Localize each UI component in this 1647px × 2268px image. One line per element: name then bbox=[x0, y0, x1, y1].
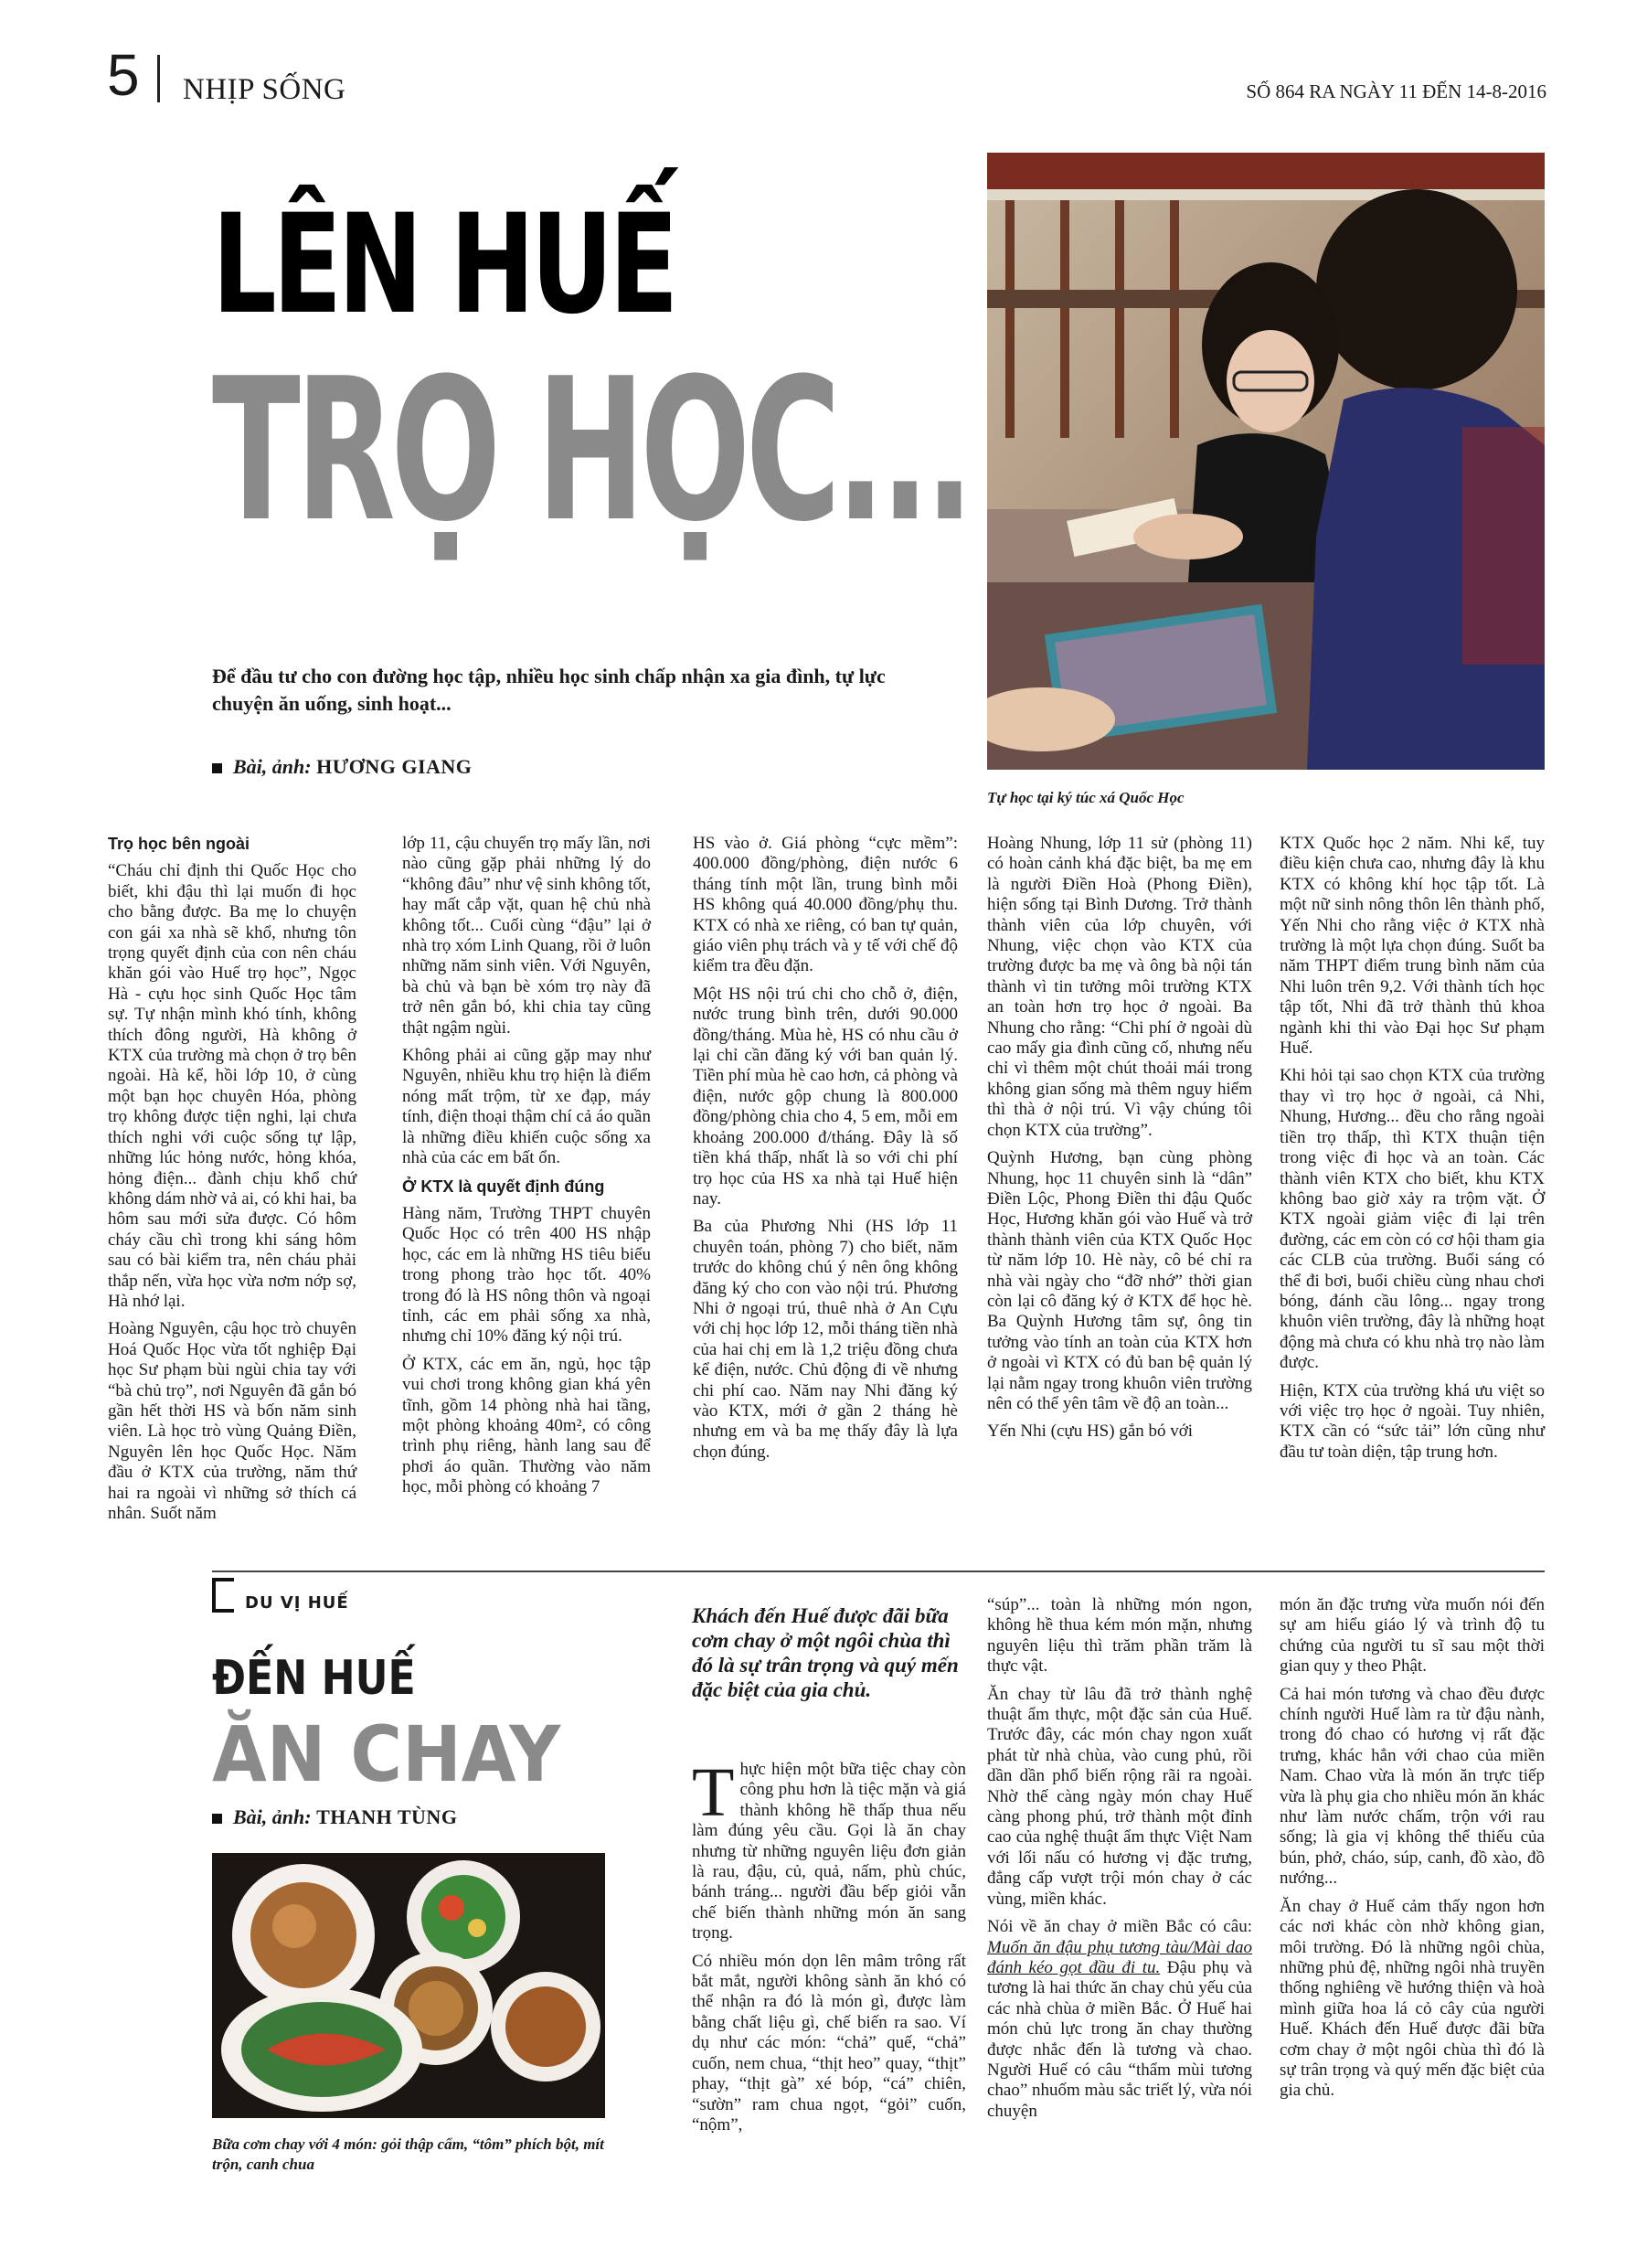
drop-cap: T bbox=[692, 1754, 735, 1831]
paragraph: Có nhiều món dọn lên mâm trông rất bắt mắt, người không sành ăn khó có thể nhận ra đó là món gì, được làm bằng chất liệu gì, chế biến ra sao. Ví dụ như các món: “chả” quế, “chả” cuốn, nem chua, “thịt heo” quay, “thịt” phay, “thịt gà” xé bóp, “cá” chiên, “sườn” ram chua ngọt, “gỏi” cuốn, “nộm”, bbox=[692, 1951, 966, 2135]
paragraph: Một HS nội trú chi cho chỗ ở, điện, nước trung bình trên, dưới 90.000 đồng/tháng. Mùa hè, HS có nhu cầu ở lại chỉ cần đăng ký với ban quản lý. Tiền phí mùa hè cao hơn, cả phòng và điện, nước gộp chung là 800.000 đồng/phòng chia cho 4, 5 em, mỗi em khoảng 200.000 đ/tháng. Đây là số tiền khá thấp, nhất là so với chi phí trọ học của HS xa nhà tại Huế hiện nay. bbox=[693, 984, 958, 1209]
article2-title-line2: ĂN CHAY bbox=[212, 1709, 561, 1799]
article1-lead: Để đầu tư cho con đường học tập, nhiều học sinh chấp nhận xa gia đình, tự lực chuyện ăn uống, sinh hoạt... bbox=[212, 665, 886, 715]
article1-photo bbox=[987, 153, 1545, 770]
issue-date: SỐ 864 RA NGÀY 11 ĐẾN 14-8-2016 bbox=[1246, 80, 1546, 102]
article2-column-tag: DU VỊ HUẾ bbox=[245, 1593, 349, 1613]
paragraph: “súp”... toàn là những món ngon, không hề thua kém món mặn, nhưng nguyên liệu thì trăm phần trăm là thực vật. bbox=[987, 1595, 1252, 1677]
paragraph: Hoàng Nguyên, cậu học trò chuyên Hoá Quốc Học vừa tốt nghiệp Đại học Sư phạm bùi ngùi chia tay với “bà chủ trọ”, nơi Nguyên đã gắn bó gần hết thời HS và bốn năm sinh viên. Là học trò vùng Quảng Điền, Nguyên lên học Quốc Học. Năm đầu ở KTX của trường, năm thứ hai ra ngoài vì những sở thích cá nhân. Suốt năm bbox=[108, 1319, 356, 1523]
paragraph: Hiện, KTX của trường khá ưu việt so với việc trọ học ở ngoài. Tuy nhiên, KTX cần có “sức tải” lớn cũng như đầu tư toàn diện, tập trung hơn. bbox=[1280, 1380, 1545, 1462]
page-number: 5 bbox=[107, 42, 140, 108]
section-title: NHỊP SỐNG bbox=[183, 73, 346, 106]
article2-column-2 bbox=[987, 1595, 1252, 2129]
paragraph: Quỳnh Hương, bạn cùng phòng Nhung, học 11 chuyên sinh là “dân” Điền Lộc, Phong Điền thi đậu Quốc Học, Hương khăn gói vào Huế và trở thành thành viên của KTX Quốc Học từ năm lớp 10. Hè này, cô bé chỉ ra nhà vài ngày cho “đỡ nhớ” thời gian còn lại cô đăng ký ở KTX để học hè. Ba Quỳnh Hương tâm sự, ông tin tưởng vào tính an toàn của KTX hơn ở ngoài vì KTX có đủ ban bệ quản lý lại nằm ngay trong khuôn viên trường nên có thể yên tâm về độ an toàn... bbox=[987, 1148, 1252, 1413]
paragraph: “Cháu chỉ định thi Quốc Học cho biết, khi đậu thì lại muốn đi học cho bằng được. Ba mẹ lo chuyện con gái xa nhà sẽ khổ, nhưng tôn trọng quyết định của con nên cháu khăn gói vào Huế trọ học”, Ngọc Hà - cựu học sinh Quốc Học tâm sự. Tự nhận mình khó tính, không thích đông người, Hà không ở KTX của trường mà chọn ở trọ bên ngoài. Hà kể, hồi lớp 10, ở cùng một bạn học chuyên Hóa, phòng trọ không được tiện nghi, lại chưa thích nghi với cuộc sống tự lập, những lúc hỏng nước, hỏng khóa, hỏng điện... đành chịu khổ chứ không dám nhờ vả ai, có khi hai, ba hôm sau mới sửa được. Có hôm cháy cầu chì trong khi sáng hôm sau có bài kiểm tra, nên cháu phải thắp nến, vừa học vừa nơm nớp sợ, Hà nhớ lại. bbox=[108, 861, 356, 1311]
article2-byline: Bài, ảnh: THANH TÙNG bbox=[212, 1805, 457, 1829]
article2-column-1 bbox=[692, 1754, 966, 2143]
paragraph: Hàng năm, Trường THPT chuyên Quốc Học có trên 400 HS nhập học, các em là những HS tiêu biểu trong phong trào học tốt. 40% trong đó là HS nông thôn và ngoại tỉnh, các em phải sống xa nhà, nhưng chỉ 10% đăng ký nội trú. bbox=[402, 1203, 651, 1347]
paragraph: Khi hỏi tại sao chọn KTX của trường thay vì trọ học ở ngoài, cả Nhi, Nhung, Hương... đều cho rằng ngoài tiền trọ thấp, thì KTX thuận tiện trong việc đi học và an toàn. Các thành viên KTX cho biết, khu KTX không bao giờ xảy ra trộm vặt. Ở KTX ngoài giảm việc đi lại trên đường, các em còn có cơ hội tham gia các CLB của trường. Buổi sáng có thể đi bơi, buổi chiều cùng nhau chơi bóng, đánh cầu lông... ngay trong khuôn viên trường, đây là những hoạt động mà chưa có khu nhà trọ nào làm được. bbox=[1280, 1066, 1545, 1373]
paragraph: Yến Nhi (cựu HS) gắn bó với bbox=[987, 1421, 1194, 1442]
article1-column-5 bbox=[1280, 834, 1545, 1470]
column-tag-bracket-icon bbox=[212, 1578, 234, 1613]
article1-byline: Bài, ảnh: HƯƠNG GIANG bbox=[212, 755, 472, 779]
header-divider bbox=[157, 55, 160, 102]
article1-photo-caption: Tự học tại ký túc xá Quốc Học bbox=[987, 789, 1185, 806]
subhead: Trọ học bên ngoài bbox=[108, 835, 250, 853]
students-studying-photo bbox=[987, 153, 1545, 770]
paragraph: Ở KTX, các em ăn, ngủ, học tập vui chơi trong không gian khá yên tĩnh, gồm 14 phòng nhà hai tầng, một phòng khoảng 40m², có công trình phụ riêng, hành lang sau để phơi áo quần. Thường vào năm học, mỗi phòng có khoảng 7 bbox=[402, 1354, 651, 1497]
paragraph: Ăn chay từ lâu đã trở thành nghệ thuật ẩm thực, một đặc sản của Huế. Trước đây, các món chay ngon xuất phát từ nhà chùa, vào cung phủ, rồi dần dần phổ biến rộng rãi ra ngoài. Nhờ thế càng ngày món chay Huế càng phong phú, trở thành một đỉnh cao của nghệ thuật ẩm thực Việt Nam với lối nấu có hương vị đặc trưng, đẳng cấp vượt trội món chay ở các vùng, miền khác. bbox=[987, 1684, 1252, 1909]
article1-column-2 bbox=[402, 834, 651, 1506]
vegetarian-meal-photo bbox=[212, 1853, 605, 2118]
paragraph: Thực hiện một bữa tiệc chay còn công phu hơn là tiệc mặn và giá thành không hề thấp thua nếu làm đúng yêu cầu. Gọi là ăn chay nhưng từ những nguyên liệu đơn giản là rau, đậu, củ, quả, nấm, phù chúc, bánh tráng... người đầu bếp giỏi vẫn chế biến thành những món ăn sang trọng. bbox=[692, 1754, 966, 1943]
article2-photo bbox=[212, 1853, 605, 2118]
article1-title-line1: LÊN HUẾ bbox=[212, 186, 675, 345]
article2-photo-caption: Bữa cơm chay với 4 món: gỏi thập cẩm, “tôm” phích bột, mít trộn, canh chua bbox=[212, 2135, 604, 2173]
section-divider bbox=[212, 1571, 1545, 1572]
paragraph: Không phải ai cũng gặp may như Nguyên, nhiều khu trọ hiện là điểm nóng mất trộm, từ xe đạp, máy tính, điện thoại thậm chí cả áo quần là những điều khiến cuộc sống xa nhà của các em bất ổn. bbox=[402, 1046, 651, 1168]
article1-title-line2: TRỌ HỌC... bbox=[212, 335, 970, 565]
paragraph: Ba của Phương Nhi (HS lớp 11 chuyên toán, phòng 7) cho biết, năm trước do không chú ý nên ông không đăng ký cho con vào nội trú. Phương Nhi ở ngoại trú, thuê nhà ở An Cựu với chị học lớp 12, mỗi tháng tiền nhà của hai chị em là 1,2 triệu đồng chưa kể điện, nước. Chủ động đi về nhưng chi phí cao. Năm nay Nhi đăng ký vào KTX, mới ở gần 2 tháng hè nhưng em và ba mẹ thấy đây là lựa chọn đúng. bbox=[693, 1217, 958, 1462]
paragraph: KTX Quốc học 2 năm. Nhi kể, tuy điều kiện chưa cao, nhưng đây là khu KTX có không khí học tập tốt. Là một nữ sinh nông thôn lên thành phố, Yến Nhi cho rằng việc ở KTX nhà trường là một lựa chọn đúng. Suốt ba năm THPT điểm trung bình năm của Nhi luôn trên 9,2. Với thành tích học tập tốt, Nhi đã trở thành thủ khoa ngành khi thi vào Đại học Sư phạm Huế. bbox=[1280, 834, 1545, 1059]
paragraph: lớp 11, cậu chuyển trọ mấy lần, nơi nào cũng gặp phải những lý do “không đâu” như vệ sinh không tốt, hay mất cắp vặt, quan hệ chủ nhà không tốt... Cuối cùng “đậu” lại ở nhà trọ xóm Linh Quang, rồi ở luôn những năm sinh viên. Với Nguyên, bà chủ và bạn bè xóm trọ này đã trở nên gắn bó, khi chia tay cũng thật ngậm ngùi. bbox=[402, 834, 651, 1038]
paragraph: Nói về ăn chay ở miền Bắc có câu: Muốn ăn đậu phụ tương tàu/Mài dao đánh kéo gọt đầu đi tu. Đậu phụ và tương là hai thức ăn chay chủ yếu của các nhà chùa ở miền Bắc. Ở Huế hai món chủ lực trong ăn chay thường được nhắc đến là tương và chao. Người Huế có câu “thẩm mùi tương chao” nhuốm màu sắc triết lý, vừa nói chuyện bbox=[987, 1917, 1253, 2121]
paragraph: Ăn chay ở Huế cảm thấy ngon hơn các nơi khác còn nhờ không gian, môi trường. Đó là những ngôi chùa, những phủ đệ, những ngôi nhà truyền thống nghiêng về hướng thiện và hoà mình giữa hoa lá cỏ cây của người Huế. Khách đến Huế được đãi bữa cơm chay ở một ngôi chùa thì đó là sự trân trọng và quý mến đặc biệt của gia chủ. bbox=[1280, 1896, 1545, 2101]
article1-column-4 bbox=[987, 834, 1252, 1450]
article2-column-3 bbox=[1280, 1595, 1545, 2109]
paragraph: Cả hai món tương và chao đều được chính người Huế làm ra từ đậu nành, trong đó chao có hương vị rất đặc trưng, khác hẳn với chao của miền Nam. Chao vừa là món ăn trực tiếp vừa là phụ gia cho nhiều món ăn khác như làm nước chấm, trộn với rau sống; là gia vị không thể thiếu của bún, phở, cháo, súp, canh, đồ xào, đồ nướng... bbox=[1280, 1684, 1545, 1889]
paragraph: HS vào ở. Giá phòng “cực mềm”: 400.000 đồng/phòng, điện nước 6 tháng tính một lần, trung bình mỗi HS không quá 40.000 đồng/phụ thu. KTX có nhà xe riêng, có ban tự quản, giáo viên phụ trách và y tế với chế độ kiểm tra đều đặn. bbox=[693, 834, 958, 976]
bullet-square-icon bbox=[212, 1814, 222, 1824]
article1-column-1 bbox=[108, 834, 356, 1531]
bullet-square-icon bbox=[212, 763, 222, 773]
article2-lead: Khách đến Huế được đãi bữa cơm chay ở một ngôi chùa thì đó là sự trân trọng và quý mến đặc biệt của gia chủ. bbox=[692, 1604, 959, 1701]
paragraph: Hoàng Nhung, lớp 11 sử (phòng 11) có hoàn cảnh khá đặc biệt, ba mẹ em là người Điền Hoà (Phong Điền), hiện sống tại Bình Dương. Trở thành thành viên của lớp chuyên, với Nhung, việc chọn vào KTX của trường được ba mẹ và ông bà nội tán thành vì tin tưởng môi trường KTX an toàn hơn trọ học ở ngoài. Ba Nhung cho rằng: “Chi phí ở ngoài dù cao mấy gia đình cũng cố, nhưng nếu chỉ vì thêm một chút thoải mái trong không gian sống mà thêm nguy hiểm thì thà ở nội trú. Vì vậy chúng tôi chọn KTX của trường”. bbox=[987, 834, 1252, 1140]
subhead: Ở KTX là quyết định đúng bbox=[402, 1177, 605, 1196]
article1-column-3 bbox=[693, 834, 958, 1470]
article2-title-line1: ĐẾN HUẾ bbox=[212, 1651, 416, 1706]
paragraph: món ăn đặc trưng vừa muốn nói đến sự am hiểu giáo lý và trình độ tu chứng của người tu sĩ sau một thời gian quy y theo Phật. bbox=[1280, 1595, 1545, 1677]
